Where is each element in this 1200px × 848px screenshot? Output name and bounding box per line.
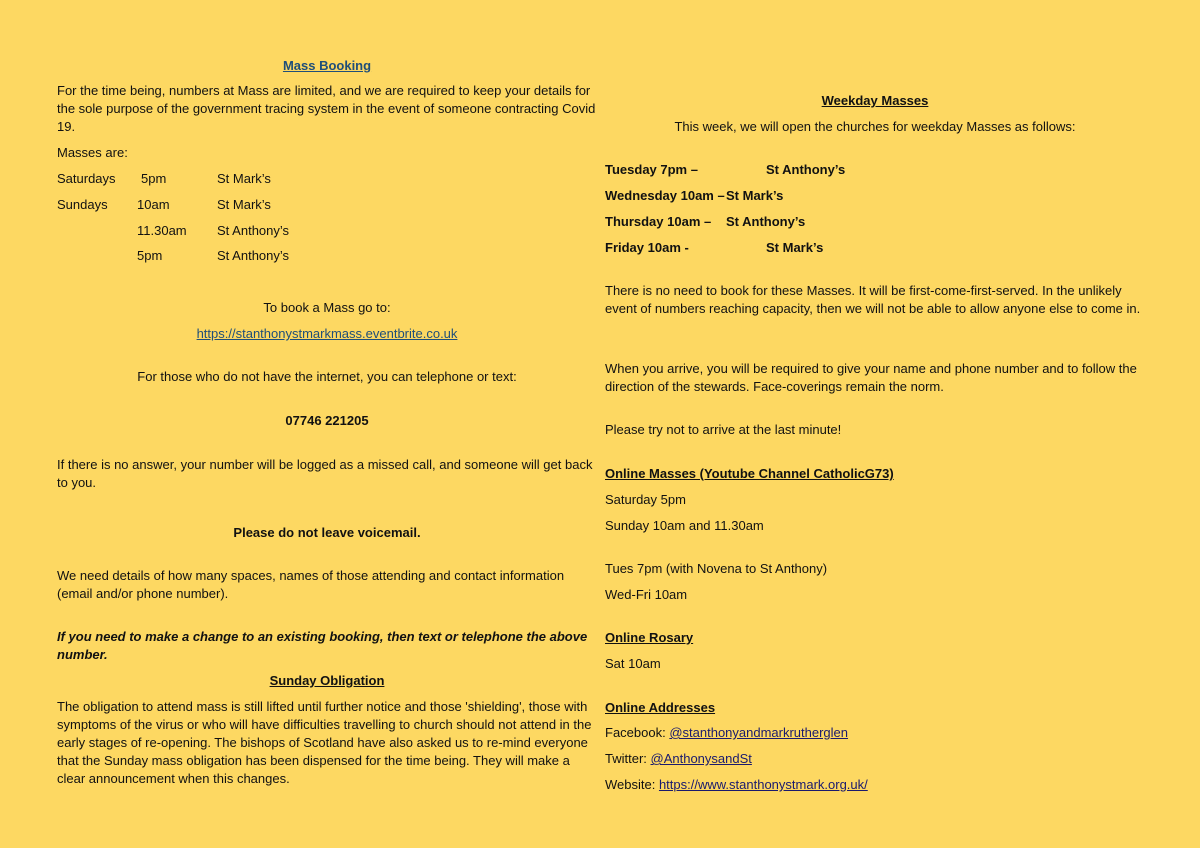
weekday-church: St Mark’s [726, 188, 784, 203]
obligation-title: Sunday Obligation [269, 673, 385, 688]
schedule-day: Saturdays [57, 171, 116, 186]
voicemail-notice: Please do not leave voicemail. [233, 525, 421, 540]
schedule-time: 5pm [137, 248, 163, 263]
mass-booking-title: Mass Booking [282, 58, 372, 73]
online-masses-title-wrap [605, 465, 1145, 483]
weekday-row [605, 187, 905, 205]
phone-number: 07746 221205 [285, 413, 369, 428]
schedule-row [57, 170, 357, 188]
facebook-link[interactable]: @stanthonyandmarkrutherglen [669, 725, 849, 740]
addresses-title-wrap [605, 699, 1145, 717]
schedule-church: St Anthony’s [217, 223, 290, 238]
weekday-day: Wednesday 10am – [605, 188, 725, 203]
schedule-day: Sundays [57, 197, 108, 212]
schedule-row [57, 222, 357, 240]
online-sunday: Sunday 10am and 11.30am [605, 518, 764, 533]
weekday-title: Weekday Masses [821, 93, 929, 108]
facebook-label: Facebook: [605, 725, 670, 740]
weekday-church: St Mark’s [766, 240, 824, 255]
booking-link-wrap [57, 325, 597, 343]
weekday-row [605, 161, 905, 179]
last-minute-text: Please try not to arrive at the last minute! [605, 422, 842, 437]
weekday-day: Friday 10am - [605, 240, 689, 255]
schedule-time: 5pm [141, 171, 167, 186]
weekday-title-wrap [605, 92, 1145, 110]
weekday-day: Thursday 10am – [605, 214, 712, 229]
twitter-line [605, 750, 1145, 768]
schedule-church: St Mark’s [217, 197, 271, 212]
website-line [605, 776, 1145, 794]
online-masses-title: Online Masses (Youtube Channel CatholicG73) [605, 466, 894, 481]
booking-link[interactable]: https://stanthonystmarkmass.eventbrite.co.uk [196, 326, 458, 341]
online-saturday: Saturday 5pm [605, 492, 686, 507]
schedule-time: 11.30am [137, 223, 187, 238]
schedule-church: St Anthony’s [217, 248, 290, 263]
obligation-text: The obligation to attend mass is still lifted until further notice and those 'shielding', those with symptoms of the virus or who will have difficulties travelling to church should not attend in the early stages of re-opening. The bishops of Scotland have also asked us to re-mind everyone that the Sunday mass obligation has been dispensed for the time being. They will make a clear announcement when this changes. [57, 699, 592, 786]
rosary-time: Sat 10am [605, 656, 661, 671]
no-answer-text: If there is no answer, your number will be logged as a missed call, and someone will get back to you. [57, 457, 593, 490]
twitter-label: Twitter: [605, 751, 651, 766]
website-label: Website: [605, 777, 659, 792]
change-notice: If you need to make a change to an existing booking, then text or telephone the above number. [57, 629, 588, 662]
book-prompt: To book a Mass go to: [263, 300, 391, 315]
schedule-row [57, 196, 357, 214]
phone-prompt: For those who do not have the internet, you can telephone or text: [137, 369, 517, 384]
facebook-line [605, 724, 1145, 742]
mass-booking-intro: For the time being, numbers at Mass are limited, and we are required to keep your details for the sole purpose of the government tracing system in the event of someone contracting Covid 19. [57, 83, 596, 134]
rosary-title: Online Rosary [605, 630, 694, 645]
online-wed-fri: Wed-Fri 10am [605, 587, 688, 602]
weekday-row [605, 239, 905, 257]
weekday-row [605, 213, 905, 231]
obligation-title-wrap [57, 672, 597, 690]
rosary-title-wrap [605, 629, 1145, 647]
arrival-text: When you arrive, you will be required to give your name and phone number and to follow the direction of the stewards. Face-coverings remain the norm. [605, 361, 1137, 394]
masses-are-label: Masses are: [57, 145, 128, 160]
weekday-intro: This week, we will open the churches for weekday Masses as follows: [674, 119, 1076, 134]
schedule-time: 10am [137, 197, 170, 212]
schedule-row [57, 247, 357, 265]
weekday-church: St Anthony’s [726, 214, 806, 229]
details-text: We need details of how many spaces, names of those attending and contact information (email and/or phone number). [57, 568, 565, 601]
weekday-day: Tuesday 7pm – [605, 162, 698, 177]
website-link[interactable]: https://www.stanthonystmark.org.uk/ [658, 777, 868, 792]
weekday-church: St Anthony’s [766, 162, 846, 177]
online-tuesday: Tues 7pm (with Novena to St Anthony) [605, 561, 828, 576]
no-booking-text: There is no need to book for these Masses. It will be first-come-first-served. In the unlikely event of numbers reaching capacity, then we will not be able to allow anyone else to come in. [605, 283, 1141, 316]
twitter-link[interactable]: @AnthonysandSt [650, 751, 752, 766]
addresses-title: Online Addresses [605, 700, 716, 715]
schedule-church: St Mark’s [217, 171, 271, 186]
